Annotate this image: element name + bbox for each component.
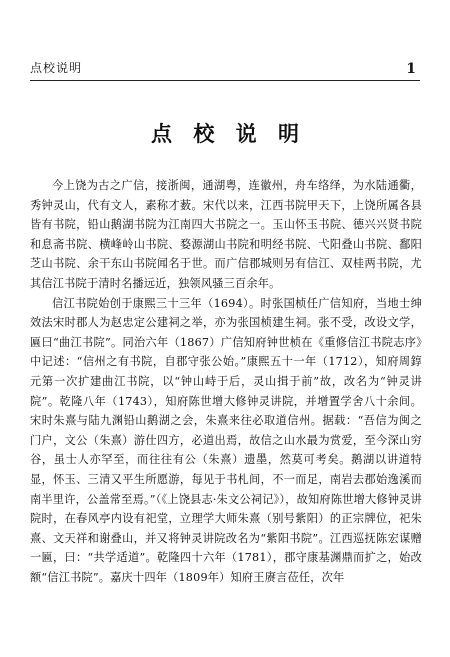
paragraph-1: 今上饶为古之广信，接浙闽，通湖粤，连徽州，舟车络绎，为水陆通衢，秀钟灵山，代有文人，素称才薮。宋代以来，江西书院甲天下，上饶所属各县皆有书院，铅山鹅湖书院为江南四大书院之一。玉山怀玉书院、德兴兴贤书院和息斋书院、横峰岭山书院、婺源湖山书院和明经书院、弋阳叠山书院、鄱阳芝山书院、余干东山书院闻名于世。而广信郡城则另有信江、双桂两书院，尤其信江书院于清时名播远近，独领风骚三百余年。 <box>30 179 422 290</box>
page-number: 1 <box>406 61 416 77</box>
body-text <box>30 176 422 587</box>
paragraph-2: 信江书院始创于康熙三十三年（1694）。时张国桢任广信知府，当地士绅效法宋时郡人为赵忠定公建祠之举，亦为张国桢建生祠。张不受，改设文学，匾曰“曲江书院”。同治六年（1867）广信知府钟世桢在《重修信江书院志序》中记述：“信州之有书院，自郡守张公始。”康熙五十一年（1712），知府周錞元第一次扩建曲江书院，以“钟山峙于后，灵山揖于前”故，改名为“钟灵讲院”。乾隆八年（1743），知府陈世增大修钟灵讲院，并增置学舍八十余间。宋时朱熹与陆九渊铅山鹅湖之会，朱熹来往必取道信州。据载：“吾信为闽之门户，文公（朱熹）游仕四方，必道出焉，故信之山水最为赏爱，至今深山穷谷，虽士人亦罕至，而往往有公（朱熹）遗墨，然莫可考矣。鹅湖以讲道特显，怀玉、三清又平生所愿游，每见于书札间，不一而足，南岩去郡始逸溪而南半里许，公盖常至焉。”（《上饶县志·朱文公祠记》），故知府陈世增大修钟灵讲院时，在春风亭内设有祀堂，立理学大师朱熹（别号紫阳）的正宗牌位，祀朱熹、文天祥和谢叠山，并又将钟灵讲院改名为“紫阳书院”。江西巡抚陈宏谋赠一匾，曰：“共学适道”。乾隆四十六年（1781），郡守康基渊鼎而扩之，始改额“信江书院”。嘉庆十四年（1809年）知府王赓言莅任，次年 <box>30 296 422 584</box>
section-title: 点 校 说 明 <box>151 121 306 146</box>
running-title: 点校说明 <box>30 61 83 75</box>
running-header <box>30 58 420 81</box>
